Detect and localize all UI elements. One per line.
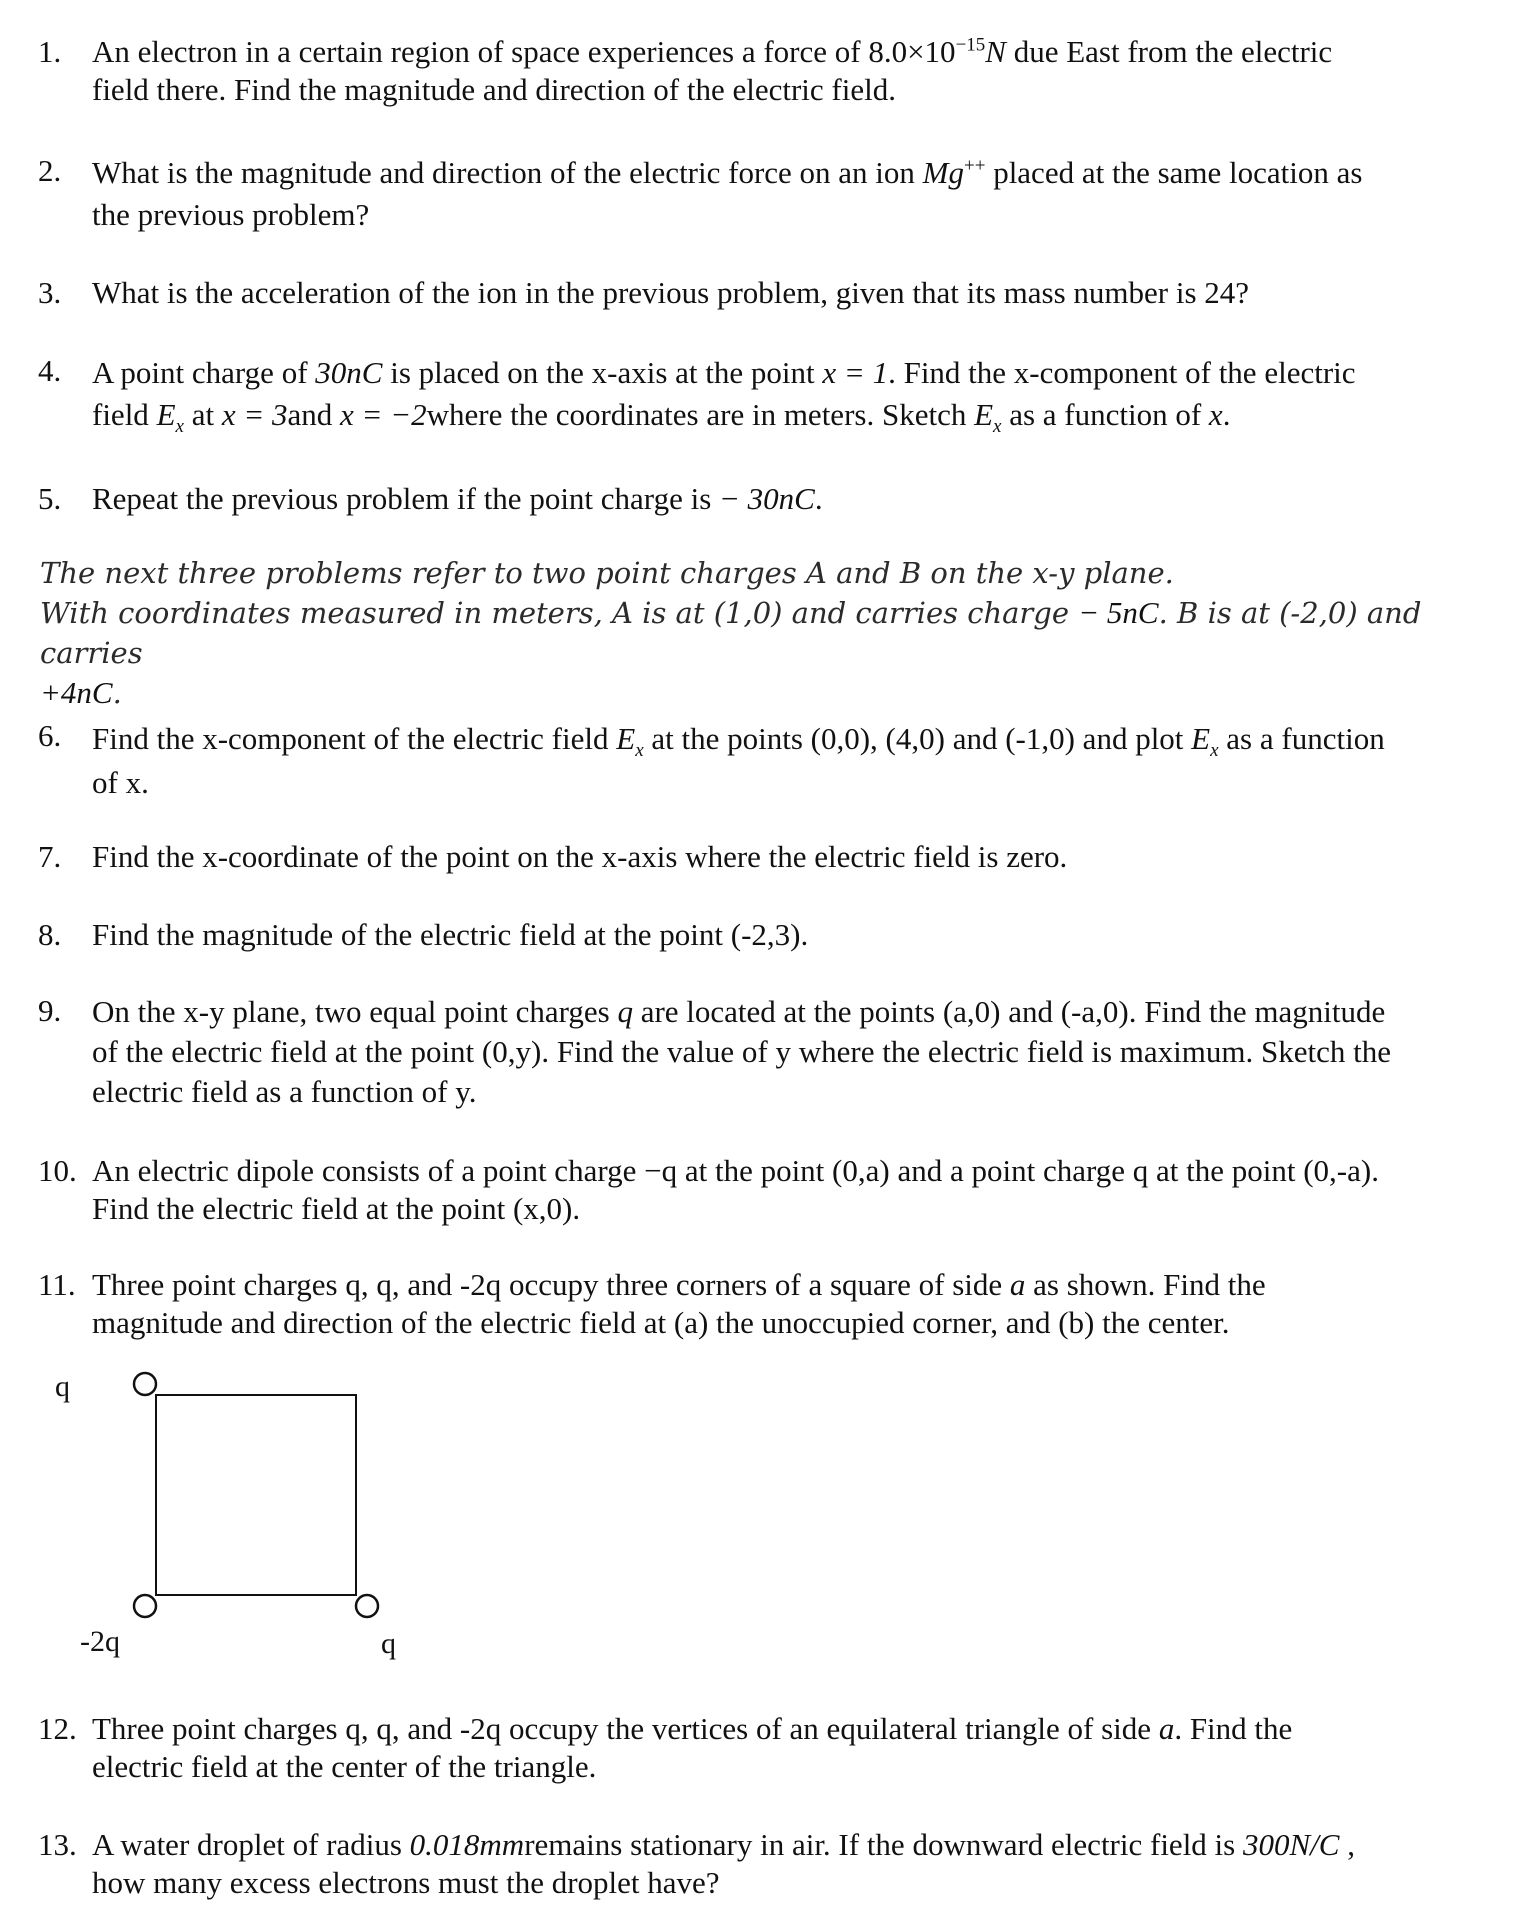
- problem-number: 10.: [38, 1153, 77, 1188]
- problem-text: What is the magnitude and direction of the electric force on an ion Mg++ placed at the same location as the previous problem?: [92, 155, 1363, 232]
- problem-number: 7.: [38, 839, 62, 874]
- square-outline: [156, 1395, 356, 1595]
- charge-bottom-right-marker: [356, 1595, 378, 1617]
- problem-number: 2.: [38, 153, 62, 188]
- charge-top-left-marker: [134, 1373, 156, 1395]
- problem-number: 4.: [38, 353, 62, 388]
- problem-text: Find the x-component of the electric field $E_x$ at the points (0,0), (4,0) and (-1,0) and plot $E_x$ as a function of x.: [92, 721, 1385, 800]
- square-charges-figure: [0, 1360, 420, 1660]
- problem-number: 12.: [38, 1711, 77, 1746]
- problem-text: On the x-y plane, two equal point charges q are located at the points (a,0) and (-a,0). Find the magnitude of the electric field at the point (0,y). Find the value of y where the electric field is maximum. Sketch the electric field as a function of y.: [92, 994, 1391, 1109]
- problem-text: A point charge of 30nC is placed on the x-axis at the point x = 1. Find the x-component of the electric field $E_x$ at x = 3and x = −2where the coordinates are in meters. Sketch $E_x$ as a function of x.: [92, 355, 1356, 438]
- problem-text: Three point charges q, q, and -2q occupy the vertices of an equilateral triangle of side a. Find the electric field at the center of the triangle.: [92, 1711, 1293, 1784]
- problem-number: 8.: [38, 917, 62, 952]
- problem-text: An electron in a certain region of space experiences a force of $8.0\times 10^{-15}N$ due East from the electric field there. Find the magnitude and direction of the electric field.: [92, 34, 1333, 107]
- problem-number: 5.: [38, 481, 62, 516]
- problem-text: Find the x-coordinate of the point on the x-axis where the electric field is zero.: [92, 839, 1068, 874]
- charge-bottom-left-marker: [134, 1595, 156, 1617]
- problem-number: 13.: [38, 1827, 77, 1862]
- problem-text: Three point charges q, q, and -2q occupy three corners of a square of side a as shown. Find the magnitude and direction of the electric field at (a) the unoccupied corner, and (b) the center.: [92, 1267, 1266, 1340]
- problem-number: 11.: [38, 1267, 76, 1302]
- label-bottom-left: -2q: [80, 1625, 120, 1658]
- label-bottom-right: q: [381, 1627, 396, 1660]
- problem-text: Repeat the previous problem if the point charge is − 30nC.: [92, 481, 823, 516]
- problem-text: Find the magnitude of the electric field at the point (-2,3).: [92, 917, 809, 952]
- problem-number: 1.: [38, 34, 62, 69]
- problem-number: 3.: [38, 275, 62, 310]
- problem-number: 6.: [38, 718, 62, 753]
- problem-text: An electric dipole consists of a point charge −q at the point (0,a) and a point charge q at the point (0,-a). Find the electric field at the point (x,0).: [92, 1153, 1379, 1226]
- problem-text: A water droplet of radius 0.018mmremains stationary in air. If the downward electric field is 300N/C , how many excess electrons must the droplet have?: [92, 1827, 1355, 1900]
- problem-text: What is the acceleration of the ion in the previous problem, given that its mass number is 24?: [92, 275, 1250, 310]
- problem-number: 9.: [38, 993, 62, 1028]
- label-top-left: q: [55, 1370, 70, 1403]
- section-intro: The next three problems refer to two point charges A and B on the x-y plane. With coordinates measured in meters, A is at (1,0) and carries charge − 5nC. B is at (-2,0) and carries +4nC.: [40, 556, 1422, 710]
